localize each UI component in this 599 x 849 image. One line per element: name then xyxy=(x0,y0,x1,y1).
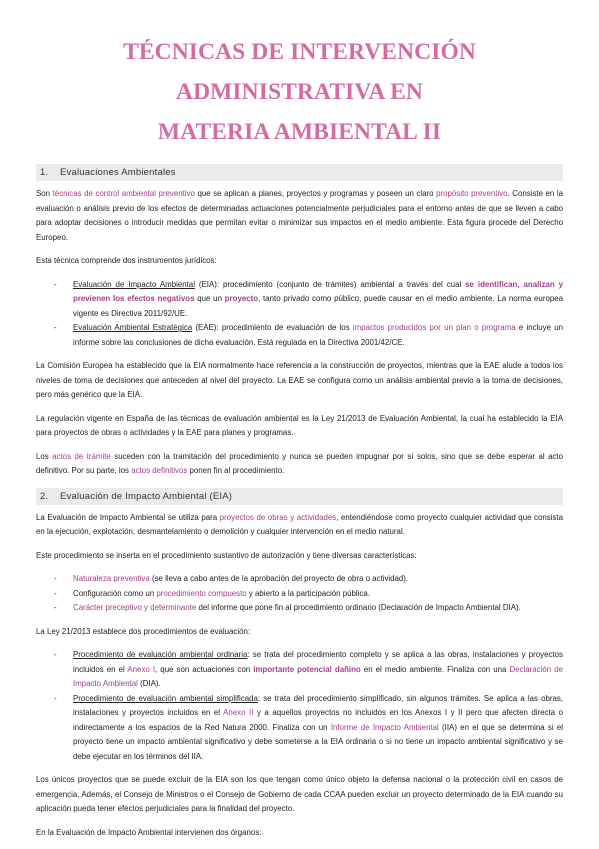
document-page xyxy=(36,26,563,849)
characteristics-list xyxy=(36,572,563,616)
paragraph: En la Evaluación de Impacto Ambiental intervienen dos órganos: xyxy=(36,827,262,837)
paragraph: La Evaluación de Impacto Ambiental se utiliza para proyectos de obras y actividades, entendiéndose como proyecto cualquier actividad que consista en la ejecución, explotación, desmantelamiento o demolición y cualquier intervención en el medio natural. xyxy=(36,512,563,536)
list-item: - Evaluación Ambiental Estratégica (EAE): procedimiento de evaluación de los impactos producidos por un plan o programa e incluye un informe sobre las conclusiones de dicha evaluación. Está regulada en la Directiva 2001/42/CE. xyxy=(54,323,564,347)
instrument-list xyxy=(36,278,563,351)
paragraph: La Comisión Europea ha establecido que la EIA normalmente hace referencia a la construcción de proyectos, mientras que la EAE alude a todos los niveles de toma de decisiones que anteceden al nivel del proyecto. La EAE se configura como un análisis ambiental previo a la toma de decisiones, pero más genérico que la EIA. xyxy=(36,361,563,399)
list-item: - Naturaleza preventiva (se lleva a cabo antes de la aprobación del proyecto de obra o actividad). xyxy=(54,574,409,583)
list-item: - Evaluación de Impacto Ambiental (EIA): procedimiento (conjunto de trámites) ambiental a través del cual se identifican, analizan y previenen los efectos negativos que un proyecto, tanto privado como público, puede causar en el medio ambiente. La norma europea vigente es Directiva 2011/92/UE. xyxy=(54,279,564,318)
list-item: - Carácter preceptivo y determinante del informe que pone fin al procedimiento ordinario (Declaración de Impacto Ambiental DIA). xyxy=(54,603,521,612)
list-item: - Configuración como un procedimiento compuesto y abierto a la participación pública. xyxy=(54,588,370,598)
list-item: - Procedimiento de evaluación ambiental ordinaria: se trata del procedimiento completo y se aplica a las obras, instalaciones y proyectos incluidos en el Anexo I, que son actuaciones con importante potencial dañino en el medio ambiente. Finaliza con una Declaración de Impacto Ambiental (DIA). xyxy=(54,650,563,688)
section-header-2: 2. Evaluación de Impacto Ambiental (EIA) xyxy=(36,488,563,505)
list-item: - Procedimiento de evaluación ambiental simplificada: se trata del procedimiento simplificado, sin algunos trámites. Se aplica a las obras, instalaciones y proyectos incluidos en el Anexo II y a aquellos proyectos no incluidos en los Anexos I y II pero que afecten directa o indirectamente a los espacios de la Red Natura 2000. Finaliza con un Informe de Impacto Ambiental (IIA) en el que se determina si el proyecto tiene un impacto ambiental significativo y debe someterse a la EIA ordinaria o si no tiene un impacto ambiental significativo y se debe ejecutar en los términos del IIA. xyxy=(54,693,563,761)
procedures-list xyxy=(36,648,563,764)
paragraph: La regulación vigente en España de las técnicas de evaluación ambiental es la Ley 21/2013 de Evaluación Ambiental, la cual ha establecido la EIA para proyectos de obras o actividades y la EAE para planes y programas. xyxy=(36,413,563,437)
section-header-1: 1. Evaluaciones Ambientales xyxy=(36,164,563,181)
document-title: TÉCNICAS DE INTERVENCIÓN ADMINISTRATIVA EN MATERIA AMBIENTAL II xyxy=(123,39,476,145)
paragraph: Son técnicas de control ambiental preventivo que se aplican a planes, proyectos y programas y poseen un claro propósito preventivo. Consiste en la evaluación o análisis previo de los efectos de determinadas actuaciones potencialmente perjudiciales para el entorno antes de que se lleven a cabo para adoptar decisiones o introducir medidas que permitan evitar o minimizar sus impactos en el medio ambiente. Esta figura procede del Derecho Europeo. xyxy=(36,189,564,242)
paragraph: Los únicos proyectos que se puede excluir de la EIA son los que tengan como único objeto la defensa nacional o la protección civil en casos de emergencia. Además, el Consejo de Ministros o el Consejo de Gobierno de cada CCAA pueden excluir un proyecto determinado de la EIA cuando su aplicación pueda tener efectos perjudiciales para la finalidad del proyecto. xyxy=(36,775,563,813)
paragraph: Este procedimiento se inserta en el procedimiento sustantivo de autorización y tiene diversas características: xyxy=(36,550,417,560)
paragraph: Los actos de trámite suceden con la tramitación del procedimiento y nunca se pueden impugnar por sí solos, sino que se debe esperar al acto definitivo. Por su parte, los actos definitivos ponen fin al procedimiento. xyxy=(36,451,563,475)
paragraph: La Ley 21/2013 establece dos procedimientos de evaluación: xyxy=(36,626,251,636)
paragraph: Esta técnica comprende dos instrumentos jurídicos: xyxy=(36,256,217,265)
